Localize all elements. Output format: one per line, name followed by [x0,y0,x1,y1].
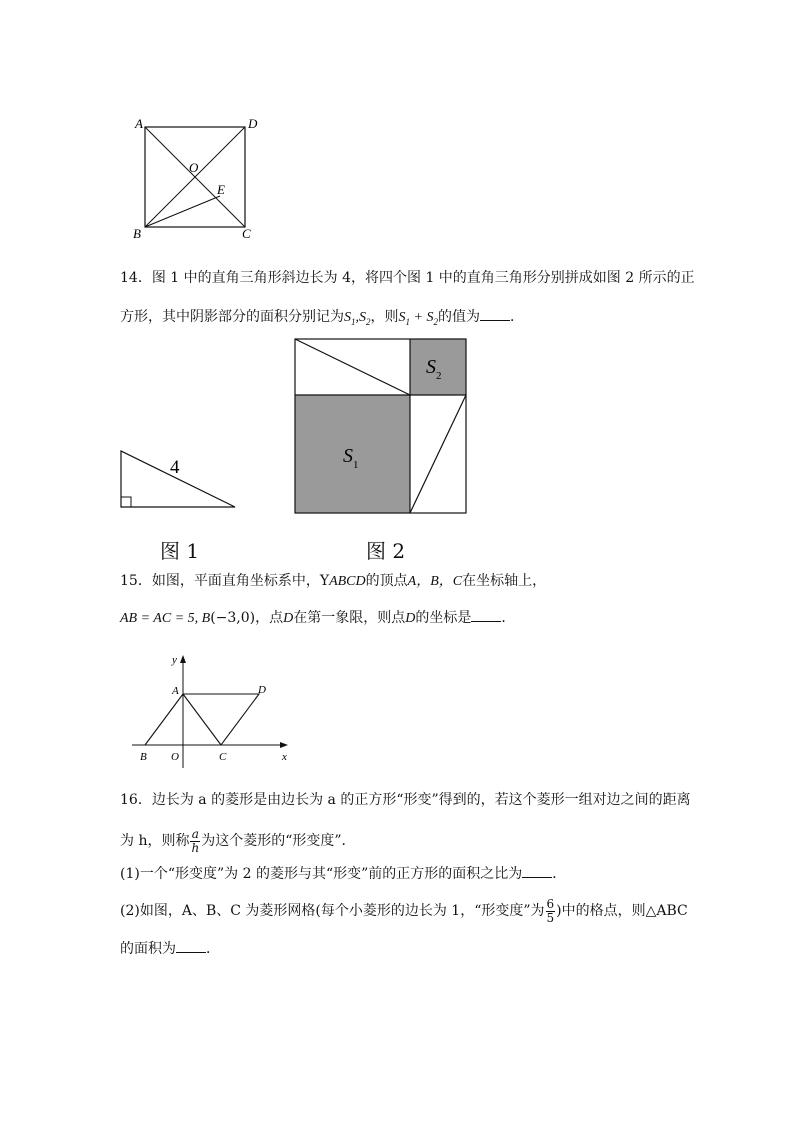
q15-text-1a: 如图，平面直角坐标系中， [151,573,320,589]
q15-points: A，B，C [407,574,463,589]
label-o: O [171,751,179,763]
q16-part-2 [120,896,688,926]
q14-sum-expr: $S_1 + S_2$ [398,310,438,327]
label-c: C [242,226,251,241]
q15-text-2a: ，点 [255,610,284,626]
q15-answer-blank[interactable] [471,607,501,622]
q15-equation: AB = AC = 5, B [120,611,211,626]
q14-text-1: 图 1 中的直角三角形斜边长为 4，将四个图 1 中的直角三角形分别拼成如图 2 所示的正 [151,270,695,286]
q15-number: 15． [120,573,152,589]
q14-number: 14． [120,270,152,286]
q15-line-2 [120,607,515,629]
q15-name: ABCD [329,574,366,589]
q14-figure-2 [293,337,469,517]
q15-line-1 [120,571,546,592]
q14-line-2 [120,306,524,332]
label-a: A [172,685,179,697]
y-axis-arrow [180,655,186,663]
triangle-diagonal-top [295,339,410,395]
q14-s1s2-list: $S_1,S_2$ [344,310,371,327]
label-d: D [258,684,266,696]
shaded-s2 [410,339,466,395]
q15-text-1c: 在坐标轴上， [462,573,547,589]
q14-text-2a: 方形，其中阴影部分的面积分别记为 [120,309,344,325]
s2-label: $S_2$ [426,356,442,382]
q16-part1-end: ． [552,866,567,882]
q16-fraction-6-5: $\frac{6}{5}$ [546,896,555,925]
label-c: C [219,751,227,763]
q14-figure-1 [115,445,245,515]
q16-number: 16． [120,792,152,808]
q14-text-end: ． [509,309,524,325]
q16-part1-blank[interactable] [522,863,552,878]
q15-point-d2: D [405,611,416,626]
q15-text-end: ． [501,610,516,626]
s1-label: $S_1$ [343,445,359,471]
q16-part-1 [120,863,566,884]
q16-line-2 [120,826,356,856]
q15-text-2c: 的坐标是 [415,610,472,626]
parallelogram-symbol: Y [319,573,330,589]
hypotenuse-label: 4 [170,457,180,478]
triangle-diagonal-right [410,395,466,513]
q15-coord: (−3,0) [210,610,256,626]
label-b: B [133,226,141,241]
q14-fig2-caption: 图 2 [366,539,406,563]
segment-be [145,196,220,227]
axis-y-label: y [172,654,177,666]
segment-ac [183,694,221,745]
q16-part2-text-a: (2)如图，A、B、C 为菱形网格(每个小菱形的边长为 1，“形变度”为 [120,903,545,919]
q16-fraction-a-over-h: $\frac{a}{h}$ [191,826,200,855]
q16-text-1: 边长为 a 的菱形是由边长为 a 的正方形“形变”得到的，若这个菱形一组对边之间的距离 [151,792,691,808]
q15-text-1b: 的顶点 [365,573,408,589]
q16-line-1 [120,790,691,810]
label-d: D [248,116,258,131]
q16-part2-end: ． [206,941,220,957]
q16-part2-text-c: 的面积为 [120,941,176,957]
square-figure [125,110,265,245]
q14-answer-blank[interactable] [480,306,510,321]
label-e: E [217,182,225,197]
q14-line-1 [120,268,695,288]
right-angle-mark [121,497,131,507]
q15-text-2b: 在第一象限，则点 [293,610,406,626]
q16-part2-text-b: )中的格点，则△ABC [556,903,688,919]
q16-part2-blank[interactable] [176,938,206,953]
label-a: A [135,116,143,131]
q14-text-2c: 的值为 [437,309,480,325]
q15-figure [128,650,298,770]
label-b: B [140,751,147,763]
q16-text-2b: 为这个菱形的“形变度”． [201,833,356,849]
q16-part1-text: (1)一个“形变度”为 2 的菱形与其“形变”前的正方形的面积之比为 [120,866,523,882]
q14-fig1-caption: 图 1 [160,539,200,563]
axis-x-label: x [282,751,287,763]
x-axis-arrow [280,742,288,748]
q16-text-2a: 为 h，则称 [120,833,190,849]
q14-text-2b: ，则 [370,309,399,325]
q15-point-d: D [283,611,294,626]
label-o: O [189,160,199,175]
q16-part-2-line-2 [120,938,220,959]
